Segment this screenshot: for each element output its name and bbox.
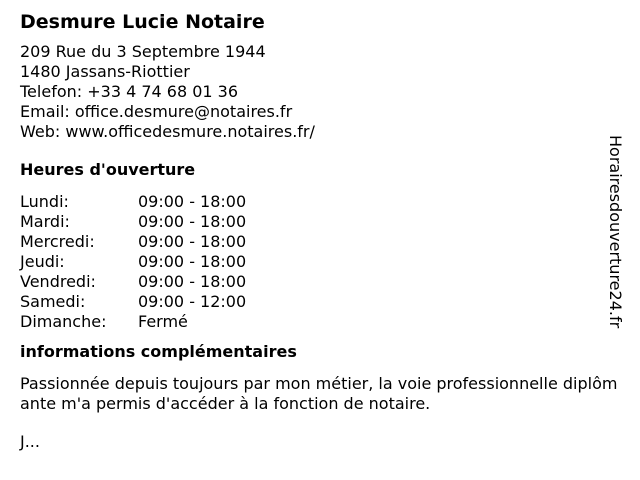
hours-row-monday [20,192,620,212]
hours-row-wednesday [20,232,620,252]
hours-row-sunday [20,312,620,332]
hours-row-tuesday [20,212,620,232]
day-label: Jeudi: [20,252,65,271]
address-city: 1480 Jassans-Riottier [20,62,190,81]
phone-number: Telefon: +33 4 74 68 01 36 [20,82,239,101]
hours-row-thursday [20,252,620,272]
day-hours: 09:00 - 18:00 [138,272,247,291]
day-label: Dimanche: [20,312,107,331]
site-watermark: Horairesdouverture24.fr [606,135,625,329]
day-label: Mardi: [20,212,70,231]
day-hours: 09:00 - 18:00 [138,252,247,271]
business-name: Desmure Lucie Notaire [20,11,265,33]
day-hours: 09:00 - 12:00 [138,292,247,311]
email-address: Email: office.desmure@notaires.fr [20,102,293,121]
website-url: Web: www.officedesmure.notaires.fr/ [20,122,315,141]
business-listing [20,10,620,452]
hours-row-saturday [20,292,620,312]
opening-hours-table [20,192,620,332]
opening-hours-heading: Heures d'ouverture [20,160,196,179]
address-street: 209 Rue du 3 Septembre 1944 [20,42,266,61]
day-hours: 09:00 - 18:00 [138,232,247,251]
day-hours: 09:00 - 18:00 [138,192,247,211]
day-hours: Fermé [138,312,188,331]
additional-info-description: Passionnée depuis toujours par mon métier, la voie professionnelle diplômante m'a permis d'accéder à la fonction de notaire. [20,374,618,413]
day-label: Samedi: [20,292,86,311]
day-label: Lundi: [20,192,69,211]
day-label: Vendredi: [20,272,96,291]
hours-row-friday [20,272,620,292]
day-label: Mercredi: [20,232,95,251]
day-hours: 09:00 - 18:00 [138,212,247,231]
additional-info-heading: informations complémentaires [20,342,297,361]
additional-info-truncated: J... [20,432,40,451]
